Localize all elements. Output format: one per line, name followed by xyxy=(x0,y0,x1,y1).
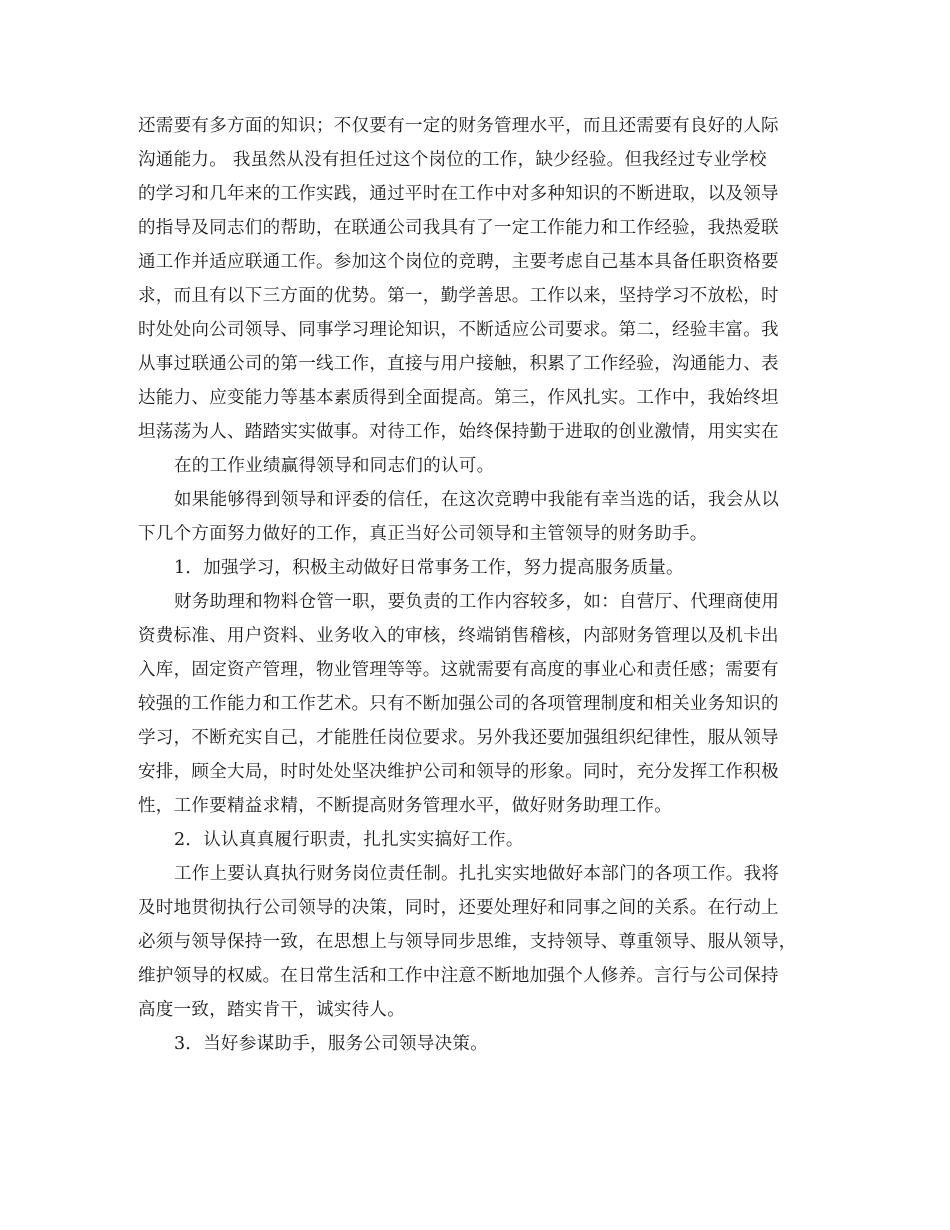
paragraph-first-line: 工作上要认真执行财务岗位责任制。扎扎实实地做好本部门的各项工作。我将 xyxy=(174,864,780,884)
text-line: 坦荡荡为人、踏踏实实做事。对待工作，始终保持勤于进取的创业激情，用实实在 xyxy=(138,422,779,442)
text-line: 性，工作要精益求精，不断提高财务管理水平，做好财务助理工作。 xyxy=(138,796,672,816)
text-line: 的学习和几年来的工作实践，通过平时在工作中对多种知识的不断进取，以及领导 xyxy=(138,184,779,204)
text-line: 从事过联通公司的第一线工作，直接与用户接触，积累了工作经验，沟通能力、表 xyxy=(138,354,779,374)
text-line: 通工作并适应联通工作。参加这个岗位的竞聘，主要考虑自己基本具备任职资格要 xyxy=(138,252,779,272)
text-line: 的指导及同志们的帮助，在联通公司我具有了一定工作能力和工作经验，我热爱联 xyxy=(138,218,779,238)
text-line: 在的工作业绩赢得领导和同志们的认可。 xyxy=(174,456,495,476)
text-line: 下几个方面努力做好的工作，真正当好公司领导和主管领导的财务助手。 xyxy=(138,524,708,544)
text-line: 还需要有多方面的知识；不仅要有一定的财务管理水平，而且还需要有良好的人际 xyxy=(138,116,779,136)
text-line: 资费标准、用户资料、业务收入的审核，终端销售稽核，内部财务管理以及机卡出 xyxy=(138,626,779,646)
text-line: 求，而且有以下三方面的优势。第一，勤学善思。工作以来，坚持学习不放松，时 xyxy=(138,286,779,306)
section-heading: 2．认认真真履行职责，扎扎实实搞好工作。 xyxy=(174,830,524,850)
text-line: 及时地贯彻执行公司领导的决策，同时，还要处理好和同事之间的关系。在行动上 xyxy=(138,898,779,918)
section-heading: 1．加强学习，积极主动做好日常事务工作，努力提高服务质量。 xyxy=(174,558,684,578)
text-line: 沟通能力。 我虽然从没有担任过这个岗位的工作，缺少经验。但我经过专业学校 xyxy=(138,150,767,170)
paragraph-first-line: 财务助理和物料仓管一职，要负责的工作内容较多，如：自营厅、代理商使用 xyxy=(174,592,780,612)
text-line: 安排，顾全大局，时时处处坚决维护公司和领导的形象。同时，充分发挥工作积极 xyxy=(138,762,779,782)
text-line: 维护领导的权威。在日常生活和工作中注意不断地加强个人修养。言行与公司保持 xyxy=(138,966,779,986)
text-line: 较强的工作能力和工作艺术。只有不断加强公司的各项管理制度和相关业务知识的 xyxy=(138,694,779,714)
text-line: 时处处向公司领导、同事学习理论知识，不断适应公司要求。第二，经验丰富。我 xyxy=(138,320,779,340)
paragraph-first-line: 如果能够得到领导和评委的信任，在这次竞聘中我能有幸当选的话，我会从以 xyxy=(174,490,780,510)
text-line: 高度一致，踏实肯干，诚实待人。 xyxy=(138,1000,405,1020)
text-line: 必须与领导保持一致，在思想上与领导同步思维，支持领导、尊重领导、服从领导， xyxy=(138,932,797,952)
text-line: 学习，不断充实自己，才能胜任岗位要求。另外我还要加强组织纪律性，服从领导 xyxy=(138,728,779,748)
text-line: 入库，固定资产管理，物业管理等等。这就需要有高度的事业心和责任感；需要有 xyxy=(138,660,779,680)
text-line: 达能力、应变能力等基本素质得到全面提高。第三，作风扎实。工作中，我始终坦 xyxy=(138,388,779,408)
section-heading: 3．当好参谋助手，服务公司领导决策。 xyxy=(174,1034,489,1054)
